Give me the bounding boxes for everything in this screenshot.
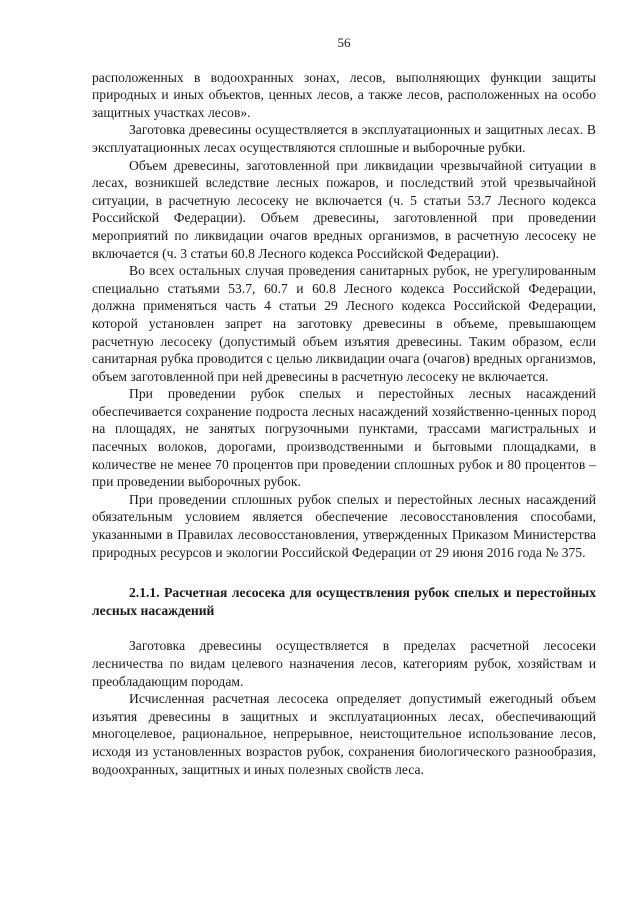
paragraph-8: Исчисленная расчетная лесосека определяет допустимый ежегодный объем изъятия древесины в защитных и эксплуатационных лесах, обеспечивающий многоцелевое, рациональное, непрерывное, неистощительное использование лесов, исходя из установленных возрастов рубок, сохранения биологического разнообразия, водоохранных, защитных и иных полезных свойств леса.: [92, 691, 596, 777]
page-number: 56: [337, 35, 351, 50]
paragraph-7: Заготовка древесины осуществляется в пределах расчетной лесосеки лесничества по видам целевого назначения лесов, категориям рубок, хозяйствам и преобладающим породам.: [92, 638, 596, 689]
paragraph-3: Объем древесины, заготовленной при ликвидации чрезвычайной ситуации в лесах, возникшей вследствие лесных пожаров, и последствий этой чрезвычайной ситуации, в расчетную лесосеку не включается (ч. 5 статьи 53.7 Лесного кодекса Российской Федерации). Объем древесины, заготовленной при проведении мероприятий по ликвидации очагов вредных организмов, в расчетную лесосеку не включается (ч. 3 статьи 60.8 Лесного кодекса Российской Федерации).: [92, 157, 596, 261]
paragraph-4: Во всех остальных случая проведения санитарных рубок, не урегулированным специально статьями 53.7, 60.7 и 60.8 Лесного кодекса Российской Федерации, должна применяться часть 4 статьи 29 Лесного кодекса Российской Федерации, которой установлен запрет на заготовку древесины в объеме, превышающем расчетную лесосеку (допустимый объем изъятия древесины. Таким образом, если санитарная рубка проводится с целью ликвидации очага (очагов) вредных организмов, объем заготовленной при ней древесины в расчетную лесосеку не включается.: [92, 263, 596, 384]
paragraph-6: При проведении сплошных рубок спелых и перестойных лесных насаждений обязательным условием является обеспечение лесовосстановления способами, указанными в Правилах лесовосстановления, утвержденных Приказом Министерства природных ресурсов и экологии Российской Федерации от 29 июня 2016 года № 375.: [92, 491, 596, 560]
paragraph-2: Заготовка древесины осуществляется в эксплуатационных и защитных лесах. В эксплуатационных лесах осуществляются сплошные и выборочные рубки.: [92, 122, 596, 155]
section-heading: 2.1.1. Расчетная лесосека для осуществления рубок спелых и перестойных лесных насаждений: [92, 585, 596, 618]
paragraph-5: При проведении рубок спелых и перестойных лесных насаждений обеспечивается сохранение подроста лесных насаждений хозяйственно-ценных пород на площадях, не занятых погрузочными пунктами, трассами магистральных и пасечных волоков, дорогами, производственными и бытовыми площадками, в количестве не менее 70 процентов при проведении сплошных рубок и 80 процентов – при проведении выборочных рубок.: [92, 386, 596, 490]
paragraph-1: расположенных в водоохранных зонах, лесов, выполняющих функции защиты природных и иных объектов, ценных лесов, а также лесов, расположенных на особо защитных участках лесов».: [92, 69, 596, 120]
